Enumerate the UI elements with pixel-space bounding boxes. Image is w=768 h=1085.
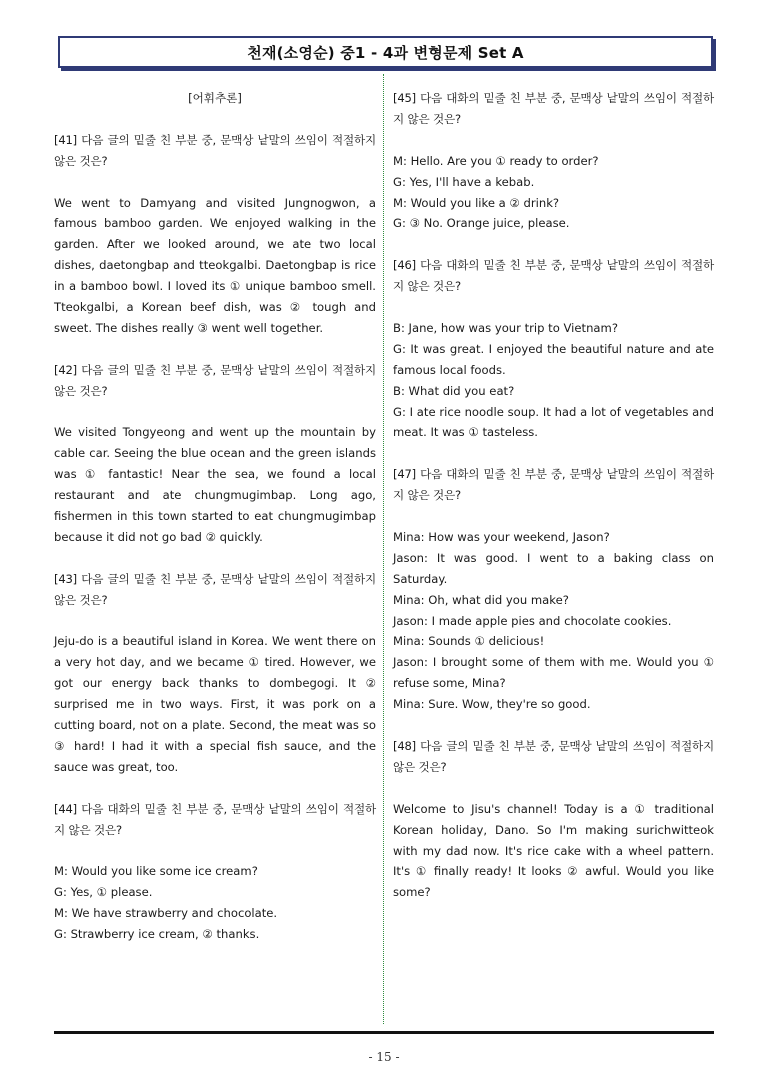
question-45: [45] 다음 대화의 밑줄 친 부분 중, 문맥상 낱말의 쓰임이 적절하지 않은 것은? [393, 91, 714, 126]
dialogue-line: M: We have strawberry and chocolate. [54, 906, 278, 921]
question-41: [41] 다음 글의 밑줄 친 부분 중, 문맥상 낱말의 쓰임이 적절하지 않은 것은? [54, 132, 376, 168]
dialogue-line: G: Strawberry ice cream, ② thanks. [54, 927, 260, 942]
dialogue-line: Jason: It was good. I went to a baking class on Saturday. [393, 550, 714, 586]
dialogue-line: Mina: Sure. Wow, they're so good. [393, 697, 591, 712]
dialogue-line: M: Would you like a ② drink? [393, 195, 560, 210]
dialogue-line: Jason: I brought some of them with me. Would you ① refuse some, Mina? [393, 655, 714, 691]
question-42: [42] 다음 글의 밑줄 친 부분 중, 문맥상 낱말의 쓰임이 적절하지 않은 것은? [54, 362, 376, 398]
dialogue-line: M: Hello. Are you ① ready to order? [393, 153, 599, 168]
dialogue-line: B: Jane, how was your trip to Vietnam? [393, 320, 618, 335]
section-heading: [어휘추론] [188, 91, 242, 105]
question-46: [46] 다음 대화의 밑줄 친 부분 중, 문맥상 낱말의 쓰임이 적절하지 않은 것은? [393, 258, 714, 294]
dialogue-line: B: What did you eat? [393, 383, 515, 398]
question-47: [47] 다음 대화의 밑줄 친 부분 중, 문맥상 낱말의 쓰임이 적절하지 않은 것은? [393, 467, 714, 503]
dialogue-line: G: Yes, I'll have a kebab. [393, 174, 535, 189]
page-number: - 15 - [368, 1050, 400, 1064]
dialogue-line: Mina: How was your weekend, Jason? [393, 529, 610, 544]
dialogue-line: M: Would you like some ice cream? [54, 864, 258, 879]
passage-43: Jeju-do is a beautiful island in Korea. We went there on a very hot day, and we became ① tired. However, we got our energy back thanks to dombegogi. It ② surprised me in two ways. First, it was pork on a cutting board, not on a plate. Second, the meat was so ③ hard! I had it with a special fish sauce, and the sauce was great, too. [54, 634, 376, 774]
dialogue-line: G: Yes, ① please. [54, 885, 153, 900]
dialogue-line: G: It was great. I enjoyed the beautiful nature and ate famous local foods. [393, 341, 714, 377]
column-divider [383, 74, 384, 1024]
dialogue-line: G: ③ No. Orange juice, please. [393, 216, 570, 231]
page-title: 천재(소영순) 중1 - 4과 변형문제 Set A [58, 36, 713, 68]
footer-rule [54, 1031, 714, 1034]
dialogue-line: Mina: Oh, what did you make? [393, 592, 569, 607]
passage-48: Welcome to Jisu's channel! Today is a ① traditional Korean holiday, Dano. So I'm making surichwitteok with my dad now. It's rice cake with a wheel pattern. It's ① finally ready! It looks ② awful. Would you like some? [393, 801, 714, 900]
dialogue-line: Jason: I made apple pies and chocolate cookies. [393, 613, 672, 628]
question-43: [43] 다음 글의 밑줄 친 부분 중, 문맥상 낱말의 쓰임이 적절하지 않은 것은? [54, 571, 376, 607]
dialogue-line: Mina: Sounds ① delicious! [393, 634, 545, 649]
dialogue-line: G: I ate rice noodle soup. It had a lot of vegetables and meat. It was ① tasteless. [393, 404, 714, 440]
question-48: [48] 다음 글의 밑줄 친 부분 중, 문맥상 낱말의 쓰임이 적절하지 않은 것은? [393, 739, 714, 774]
right-column [393, 88, 714, 903]
passage-41: We went to Damyang and visited Jungnogwon, a famous bamboo garden. We enjoyed walking in the garden. After we looked around, we ate two local dishes, daetongbap and tteokgalbi. Daetongbap is rice in a bamboo bowl. I loved its ① unique bamboo smell. Tteokgalbi, a Korean beef dish, was ② tough and sweet. The dishes really ③ went well together. [54, 195, 376, 335]
left-column [54, 88, 376, 945]
passage-42: We visited Tongyeong and went up the mountain by cable car. Seeing the blue ocean and the green islands was ① fantastic! Near the sea, we found a local restaurant and ate chungmugimbap. Long ago, fishermen in this town started to eat chungmugimbap because it did not go bad ② quickly. [54, 425, 376, 544]
question-44: [44] 다음 대화의 밑줄 친 부분 중, 문맥상 낱말의 쓰임이 적절하지 않은 것은? [54, 801, 376, 837]
